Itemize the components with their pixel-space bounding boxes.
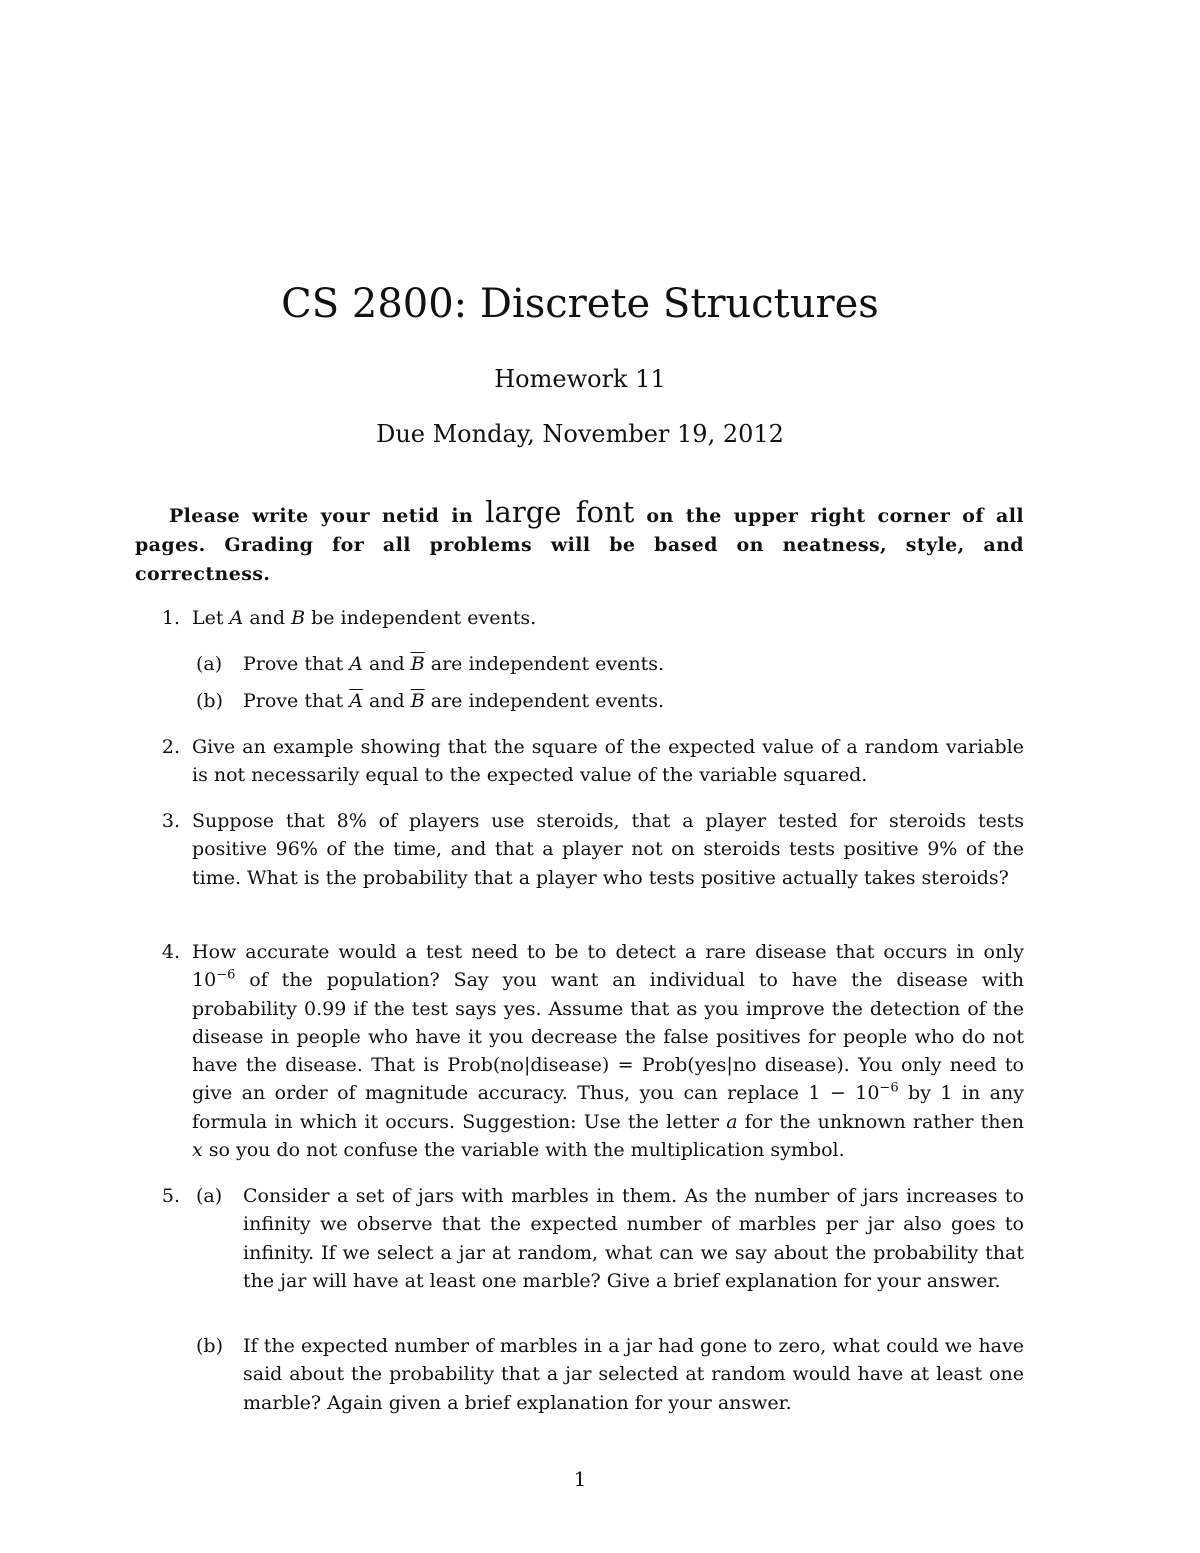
problem-1b-text [243, 687, 1024, 715]
problem-1a-v2-complement: $\overline{B}$ [410, 653, 425, 675]
problem-1b-t1: Prove that [243, 690, 350, 712]
problem-1a-v1: A [349, 653, 363, 675]
problem-5b-text: If the expected number of marbles in a jar had gone to zero, what could we have said about the probability that a jar selected at random would have at least one marble? Again given a brief explanation for your answer. [243, 1335, 1024, 1414]
problem-1a-t2: and [362, 653, 411, 675]
problem-4-t1: How accurate would a test need to be to detect a rare disease that occurs in only 10 [192, 941, 1024, 992]
problem-1-var-a: A [229, 607, 244, 629]
problem-3-text: Suppose that 8% of players use steroids, that a player tested for steroids tests positive 96% of the time, and that a player not on steroids tests positive 9% of the time. What is the probability that a player who tests positive actually takes steroids? [192, 810, 1024, 889]
problem-4-var-a: a [726, 1110, 738, 1133]
problem-5a-label: (a) [196, 1185, 223, 1207]
problem-1-text [192, 604, 1024, 632]
problem-1b-t3: are independent events. [424, 690, 665, 712]
problem-1b-v1-complement: $\overline{A}$ [349, 690, 363, 712]
page-title: CS 2800: Discrete Structures [281, 281, 879, 327]
problem-1a-label: (a) [196, 653, 223, 675]
page-number: 1 [573, 1467, 587, 1491]
problem-1a-text [243, 650, 1024, 678]
problem-4-var-x: x [192, 1139, 203, 1162]
due-date: Due Monday, November 19, 2012 [376, 420, 784, 448]
instructions-text-2: on the upper right corner of all pages. Grading for all problems will be based on neatness, style, and correctness. [135, 505, 1025, 585]
problem-4-exp2: −6 [879, 1081, 899, 1097]
problem-1-number: 1. [161, 607, 180, 629]
problem-1-text-b: and [243, 607, 292, 629]
homework-number: Homework 11 [494, 365, 666, 393]
problem-5b-label: (b) [196, 1335, 223, 1357]
problem-4-t4: for the unknown rather then [737, 1110, 1025, 1133]
problem-1a-t1: Prove that [243, 653, 350, 675]
problem-4-number: 4. [161, 941, 180, 963]
problem-1-text-a: Let [192, 607, 230, 629]
instructions [135, 495, 1025, 589]
problem-1b-label: (b) [196, 690, 223, 712]
problem-2-text: Give an example showing that the square of the expected value of a random variable is not necessarily equal to the expected value of the variable squared. [192, 736, 1024, 787]
problem-5a-text: Consider a set of jars with marbles in them. As the number of jars increases to infinity we observe that the expected number of marbles per jar also goes to infinity. If we select a jar at random, what can we say about the probability that the jar will have at least one marble? Give a brief explanation for your answer. [243, 1185, 1024, 1292]
problem-1b-t2: and [362, 690, 411, 712]
instructions-text-1: Please write your netid in [169, 505, 486, 527]
problem-1a-t3: are independent events. [424, 653, 665, 675]
problem-1-text-c: be independent events. [305, 607, 537, 629]
problem-4-t2: of the population? Say you want an individual to have the disease with probability 0.99 if the test says yes. Assume that as you improve the detection of the disease in people who have it you decrease the false positives for people who do not have the disease. That is Prob(no|disease) = Prob(yes|no disease). You only need to give an order of magnitude accuracy. Thus, you can replace 1 − 10 [192, 969, 1024, 1105]
problem-5-number: 5. [161, 1185, 180, 1207]
problem-2-number: 2. [161, 736, 180, 758]
instructions-large-font: large font [485, 495, 635, 529]
problem-4-t5: so you do not confuse the variable with the multiplication symbol. [202, 1139, 845, 1162]
problem-1b-v2-complement: $\overline{B}$ [410, 690, 425, 712]
problem-1-var-b: B [291, 607, 306, 629]
problem-4-exp1: −6 [216, 967, 236, 983]
problem-4-text [192, 938, 1024, 1164]
problem-4-t3: by 1 in any formula in which it occurs. Suggestion: Use the letter [192, 1082, 1024, 1133]
problem-3-number: 3. [161, 810, 180, 832]
